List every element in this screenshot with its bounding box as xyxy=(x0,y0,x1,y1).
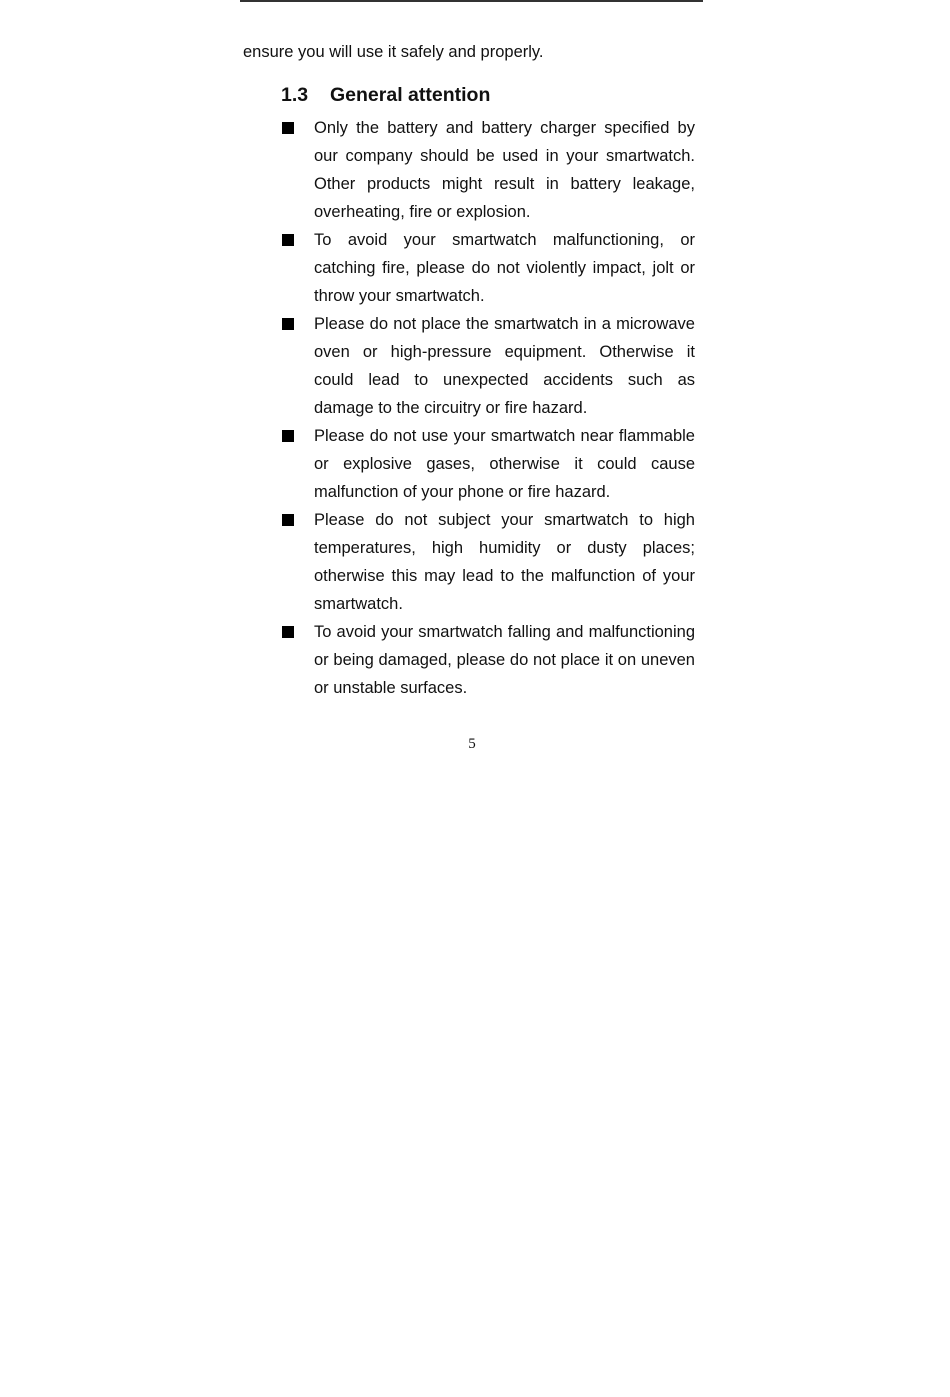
list-item xyxy=(281,618,695,702)
list-item-text: Only the battery and battery charger specified by our company should be used in your smartwatch. Other products might result in battery leakage, overheating, fire or explosion. xyxy=(314,119,695,221)
page-number: 5 xyxy=(468,736,476,752)
square-bullet-icon xyxy=(282,430,294,442)
list-item xyxy=(281,114,695,226)
list-item xyxy=(281,226,695,310)
list-item xyxy=(281,310,695,422)
intro-text: ensure you will use it safely and properly. xyxy=(243,43,544,61)
square-bullet-icon xyxy=(282,514,294,526)
list-item-text: Please do not use your smartwatch near flammable or explosive gases, otherwise it could cause malfunction of your phone or fire hazard. xyxy=(314,427,695,501)
section-number: 1.3 xyxy=(281,84,309,106)
square-bullet-icon xyxy=(282,626,294,638)
square-bullet-icon xyxy=(282,234,294,246)
list-item xyxy=(281,422,695,506)
top-rule xyxy=(240,0,703,2)
square-bullet-icon xyxy=(282,318,294,330)
square-bullet-icon xyxy=(282,122,294,134)
list-item xyxy=(281,506,695,618)
list-item-text: To avoid your smartwatch malfunctioning, or catching fire, please do not violently impact, jolt or throw your smartwatch. xyxy=(314,231,695,305)
list-item-text: To avoid your smartwatch falling and malfunctioning or being damaged, please do not place it on uneven or unstable surfaces. xyxy=(314,623,695,697)
list-item-text: Please do not subject your smartwatch to high temperatures, high humidity or dusty places; otherwise this may lead to the malfunction of your smartwatch. xyxy=(314,511,695,613)
section-title: General attention xyxy=(330,84,491,106)
list-item-text: Please do not place the smartwatch in a microwave oven or high-pressure equipment. Otherwise it could lead to unexpected accidents such as damage to the circuitry or fire hazard. xyxy=(314,315,695,417)
section-heading xyxy=(281,82,490,108)
attention-list xyxy=(281,114,695,702)
